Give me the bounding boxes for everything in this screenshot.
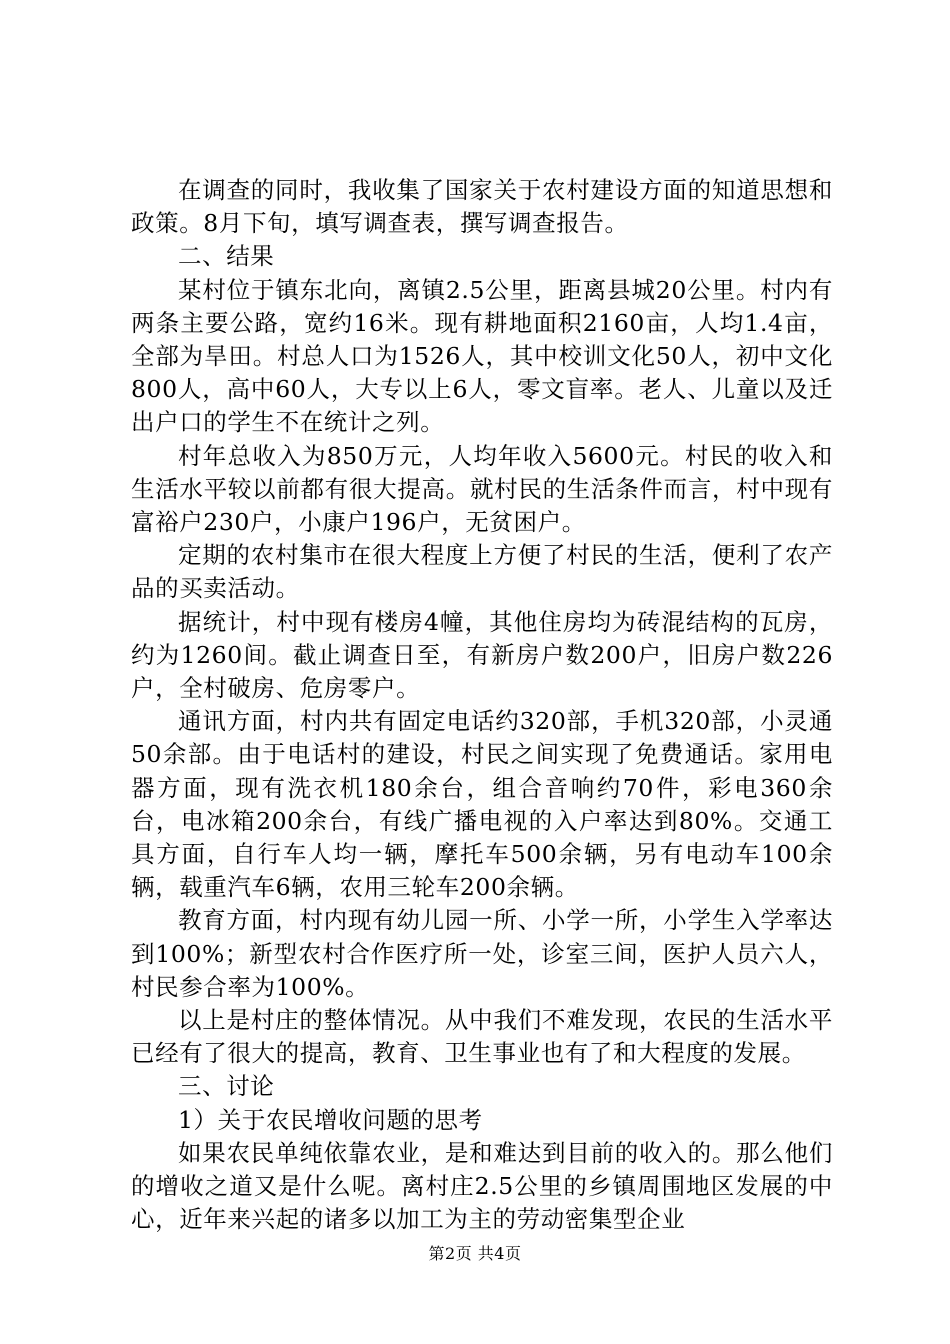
paragraph-income: 村年总收入为850万元，人均年收入5600元。村民的收入和生活水平较以前都有很大提高。就村民的生活条件而言，村中现有富裕户230户，小康户196户，无贫困户。: [131, 441, 833, 537]
paragraph-housing: 据统计，村中现有楼房4幢，其他住房均为砖混结构的瓦房，约为1260间。截止调查日至，有新房户数200户，旧房户数226户，全村破房、危房零户。: [131, 607, 833, 703]
document-body: [131, 174, 833, 1237]
paragraph-summary: 以上是村庄的整体情况。从中我们不难发现，农民的生活水平已经有了很大的提高，教育、卫生事业也有了和大程度的发展。: [131, 1006, 833, 1068]
paragraph-village-overview: 某村位于镇东北向，离镇2.5公里，距离县城20公里。村内有两条主要公路，宽约16米。现有耕地面积2160亩，人均1.4亩，全部为旱田。村总人口为1526人，其中校训文化50人，初中文化800人，高中60人，大专以上6人，零文盲率。老人、儿童以及迁出户口的学生不在统计之列。: [131, 275, 833, 437]
page-number-footer: 第2页 共4页: [428, 1244, 522, 1263]
paragraph-communications: 通讯方面，村内共有固定电话约320部，手机320部，小灵通50余部。由于电话村的建设，村民之间实现了免费通话。家用电器方面，现有洗衣机180余台，组合音响约70件，彩电360余台，电冰箱200余台，有线广播电视的入户率达到80%。交通工具方面，自行车人均一辆，摩托车500余辆，另有电动车100余辆，载重汽车6辆，农用三轮车200余辆。: [131, 707, 833, 902]
paragraph-market: 定期的农村集市在很大程度上方便了村民的生活，便利了农产品的买卖活动。: [131, 541, 833, 603]
paragraph-education-health: 教育方面，村内现有幼儿园一所、小学一所，小学生入学率达到100%；新型农村合作医疗所一处，诊室三间，医护人员六人，村民参合率为100%。: [131, 906, 833, 1001]
paragraph-income-growth: 如果农民单纯依靠农业，是和难达到目前的收入的。那么他们的增收之道又是什么呢。离村庄2.5公里的乡镇周围地区发展的中心，近年来兴起的诸多以加工为主的劳动密集型企业: [131, 1138, 833, 1234]
paragraph-survey-method: 在调查的同时，我收集了国家关于农村建设方面的知道思想和政策。8月下旬，填写调查表，撰写调查报告。: [131, 176, 833, 238]
subsection-heading-income-growth: 1）关于农民增收问题的思考: [178, 1105, 483, 1134]
section-heading-results: 二、结果: [178, 242, 275, 271]
section-heading-discussion: 三、讨论: [178, 1072, 275, 1101]
